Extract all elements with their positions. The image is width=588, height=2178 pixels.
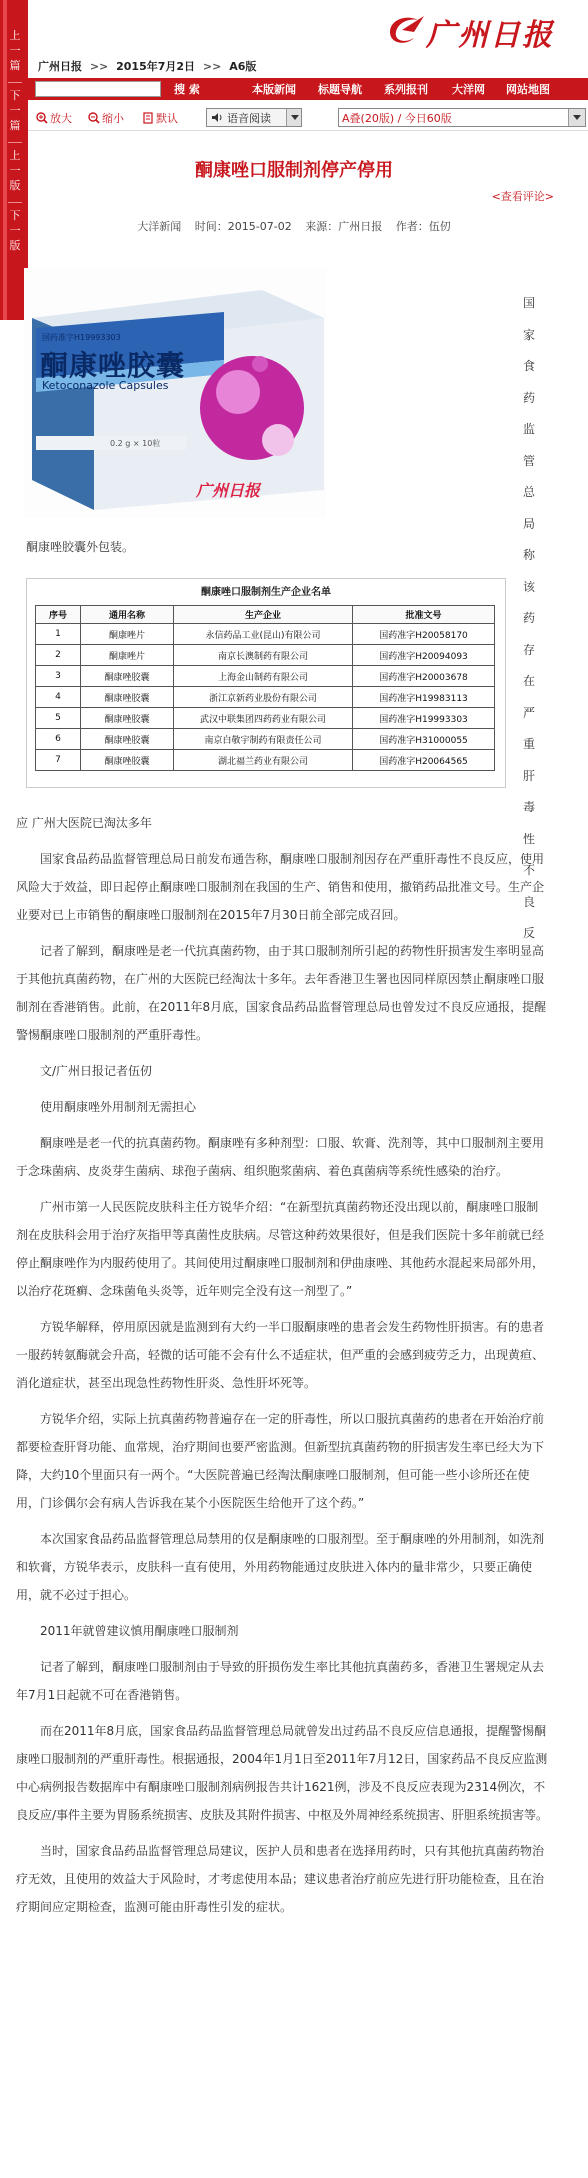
article-paragraph: 酮康唑是老一代的抗真菌药物。酮康唑有多种剂型：口服、软膏、洗剂等，其中口服制剂主要用于念珠菌病、皮炎芽生菌病、球孢子菌病、组织胞浆菌病、着色真菌病等系统性感染的治疗。 (16, 1136, 545, 1178)
article-paragraph: 国家食品药品监督管理总局日前发布通告称，酮康唑口服制剂因存在严重肝毒性不良反应，使用风险大于效益，即日起停止酮康唑口服制剂在我国的生产、销售和使用，撤销药品批准文号。生产企业要对已上市销售的酮康唑口服制剂在2015年7月30日前全部完成召回。 (16, 852, 545, 922)
product-spec: 0.2 g × 10粒 (110, 439, 161, 448)
table-cell: 酮康唑片 (81, 645, 174, 666)
product-approval: 国药准字H19993303 (42, 333, 121, 342)
table-cell: 3 (36, 666, 81, 687)
speaker-icon (211, 112, 223, 123)
article-subheading: 2011年就曾建议慎用酮康唑口服制剂 (40, 1624, 239, 1638)
side-char: 版 (9, 179, 21, 192)
side-prev-article[interactable] (8, 28, 22, 73)
side-char: 上 (9, 149, 21, 162)
article-paragraph: 记者了解到，酮康唑口服制剂由于导致的肝损伤发生率比其他抗真菌药多，香港卫生署规定从去年7月1日起就不可在香港销售。 (16, 1660, 545, 1702)
view-comments-link[interactable]: <查看评论> (491, 190, 554, 203)
side-divider (8, 142, 22, 143)
table-cell: 武汉中联集团四药药业有限公司 (174, 708, 353, 729)
table-cell: 国药准字H20064565 (353, 750, 495, 771)
header (28, 0, 588, 58)
vertical-char: 局 (522, 516, 535, 531)
article-paragraph: 广州市第一人民医院皮肤科主任方锐华介绍：“在新型抗真菌药物还没出现以前，酮康唑口服制剂在皮肤科会用于治疗灰指甲等真菌性皮肤病。尽管这种药效果很好，但是我们医院十多年前就已经停止酮康唑作为内服药使用了。其间使用过酮康唑口服制剂和伊曲康唑、其他药水混起来局部外用，以治疗花斑癣、念珠菌龟头炎等，近年则完全没有这一剂型了。” (16, 1200, 545, 1298)
article-paragraph: 而在2011年8月底，国家食品药品监督管理总局就曾发出过药品不良反应信息通报，提醒警惕酮康唑口服制剂的严重肝毒性。根据通报，2004年1月1日至2011年7月12日，国家药品不良反应监测中心病例报告数据库中有酮康唑口服制剂病例报告共计1621例，涉及不良反应表现为2314例次，不良反应/事件主要为胃肠系统损害、皮肤及其附件损害、中枢及外周神经系统损害、肝胆系统损害等。 (16, 1724, 549, 1822)
article-meta (0, 218, 588, 234)
manufacturer-table (35, 605, 495, 771)
side-next-article[interactable] (8, 88, 22, 133)
table-row (36, 645, 495, 666)
table-cell: 2 (36, 645, 81, 666)
breadcrumb-separator: >> (89, 60, 109, 73)
watermark-text: 广州日报 (196, 481, 261, 500)
nav-item-series[interactable]: 系列报刊 (384, 83, 428, 96)
table-cell: 国药准字H20094093 (353, 645, 495, 666)
article-paragraph: 记者了解到，酮康唑是老一代抗真菌药物，由于其口服制剂所引起的药物性肝损害发生率明显高于其他抗真菌药物，在广州的大医院已经淘汰十多年。去年香港卫生署也因同样原因禁止酮康唑口服制剂在香港销售。此前，在2011年8月底，国家食品药品监督管理总局也曾发过不良反应通报，提醒警惕酮康唑口服制剂的严重肝毒性。 (16, 944, 547, 1042)
product-photo (24, 268, 326, 518)
article-subheading: 使用酮康唑外用制剂无需担心 (40, 1100, 197, 1114)
table-cell: 1 (36, 624, 81, 645)
article-paragraph: 方锐华介绍，实际上抗真菌药物普遍存在一定的肝毒性，所以口服抗真菌药的患者在开始治疗前都要检查肝肾功能、血常规，治疗期间也要严密监测。但新型抗真菌药物的肝损害发生率已经大为下降，大约10个里面只有一两个。“大医院普遍已经淘汰酮康唑口服制剂，但可能一些小诊所还在使用，门诊偶尔会有病人告诉我在某个小医院医生给他开了这个药。” (16, 1412, 545, 1510)
side-char: 篇 (9, 59, 21, 72)
side-char: 下 (9, 209, 21, 222)
table-cell: 4 (36, 687, 81, 708)
chevron-down-icon (568, 109, 585, 126)
table-row (36, 729, 495, 750)
vertical-char: 性 (522, 831, 535, 846)
article-byline: 文/广州日报记者伍仞 (40, 1064, 153, 1078)
table-cell: 酮康唑胶囊 (81, 729, 174, 750)
vertical-char: 家 (522, 327, 535, 342)
vertical-char: 肝 (522, 768, 535, 783)
table-title: 酮康唑口服制剂生产企业名单 (201, 587, 331, 598)
table-cell: 国药准字H19993303 (353, 708, 495, 729)
search-input[interactable] (35, 81, 161, 97)
side-char: 上 (9, 29, 21, 42)
site-logo[interactable] (384, 6, 580, 54)
table-cell: 永信药品工业(昆山)有限公司 (174, 624, 353, 645)
breadcrumb-date[interactable]: 2015年7月2日 (116, 60, 196, 73)
logo-text: 广州日报 (426, 18, 554, 53)
table-cell: 国药准字H19983113 (353, 687, 495, 708)
article-paragraph: 方锐华解释，停用原因就是监测到有大约一半口服酮康唑的患者会发生药物性肝损害。有的患者一服药转氨酶就会升高，轻微的话可能不会有什么不适症状，但严重的会感到疲劳乏力，出现黄疸、消化道症状，甚至出现急性药物性肝炎、急性肝坏死等。 (16, 1320, 545, 1390)
vertical-char: 不 (522, 863, 535, 877)
image-caption: 酮康唑胶囊外包装。 (26, 540, 135, 554)
zoom-out-icon (88, 112, 100, 124)
edition-select-value: A叠(20版) / 今日60版 (342, 112, 452, 125)
vertical-char: 该 (522, 579, 535, 594)
side-char: 一 (9, 164, 21, 177)
side-char: 一 (9, 44, 21, 57)
vertical-char: 严 (522, 705, 535, 720)
side-divider (8, 202, 22, 203)
table-row (36, 750, 495, 771)
column-header: 序号 (36, 606, 81, 624)
chevron-down-icon (286, 109, 301, 126)
article-paragraph: 本次国家食品药品监督管理总局禁用的仅是酮康唑的口服剂型。至于酮康唑的外用制剂，如洗剂和软膏，方锐华表示，皮肤科一直有使用，外用药物能通过皮肤进入体内的量非常少，只要正确使用，就不必过于担心。 (16, 1532, 545, 1602)
table-cell: 浙江京新药业股份有限公司 (174, 687, 353, 708)
breadcrumb (38, 58, 260, 74)
table-header-row (36, 606, 495, 624)
zoom-in-icon (36, 112, 48, 124)
vertical-char: 良 (522, 894, 535, 909)
table-cell: 酮康唑胶囊 (81, 666, 174, 687)
vertical-char: 存 (522, 642, 535, 657)
table-cell: 湖北福兰药业有限公司 (174, 750, 353, 771)
table-cell: 5 (36, 708, 81, 729)
vertical-char: 监 (522, 422, 535, 436)
table-cell: 7 (36, 750, 81, 771)
edition-select[interactable] (338, 108, 586, 127)
breadcrumb-separator: >> (202, 60, 222, 73)
meta-time: 时间：2015-07-02 (194, 220, 292, 233)
breadcrumb-edition[interactable]: A6版 (229, 60, 257, 73)
table-row (36, 624, 495, 645)
meta-source-site: 大洋新闻 (137, 220, 182, 233)
table-cell: 酮康唑片 (81, 624, 174, 645)
article-paragraph: 当时，国家食品药品监督管理总局建议，医护人员和患者在选择用药时，只有其他抗真菌药物治疗无效，且使用的效益大于风险时，才考虑使用本品；建议患者治疗前应先进行肝功能检查，且在治疗期间应定期检查，监测可能由肝毒性引发的症状。 (16, 1844, 545, 1914)
vertical-char: 在 (522, 674, 535, 688)
meta-source: 来源：广州日报 (305, 220, 383, 233)
logo-swirl-icon (384, 12, 428, 48)
side-char: 版 (9, 239, 21, 252)
vertical-char: 药 (522, 390, 535, 405)
top-nav (28, 78, 588, 100)
product-name-cn: 酮康唑胶囊 (40, 349, 186, 382)
table-cell: 6 (36, 729, 81, 750)
zoom-in-label: 放大 (50, 112, 72, 125)
table-cell: 南京长澳制药有限公司 (174, 645, 353, 666)
table-row (36, 666, 495, 687)
default-size-label: 默认 (156, 112, 178, 125)
nav-item-page-news[interactable]: 本版新闻 (252, 83, 296, 96)
default-size-button[interactable] (142, 110, 178, 126)
vertical-char: 管 (522, 453, 535, 468)
zoom-in-button[interactable] (36, 110, 72, 126)
side-char: 篇 (9, 119, 21, 132)
nav-item-title-nav[interactable]: 标题导航 (318, 83, 362, 96)
article-body (16, 845, 550, 1929)
toolbar (28, 106, 588, 131)
table-row (36, 687, 495, 708)
table-cell: 酮康唑胶囊 (81, 708, 174, 729)
nav-item-sitemap[interactable]: 网站地图 (506, 83, 550, 96)
vertical-char: 称 (522, 548, 535, 562)
vertical-char: 药 (522, 611, 535, 625)
column-header: 批准文号 (353, 606, 495, 624)
side-char: 一 (9, 104, 21, 117)
product-name-en: Ketoconazole Capsules (42, 379, 169, 392)
zoom-out-label: 缩小 (102, 112, 124, 125)
nav-item-dayoo[interactable]: 大洋网 (452, 83, 485, 96)
table-cell: 酮康唑胶囊 (81, 687, 174, 708)
side-char: 下 (9, 89, 21, 102)
table-cell: 上海金山制药有限公司 (174, 666, 353, 687)
table-cell: 南京白敬宇制药有限责任公司 (174, 729, 353, 750)
vertical-char: 重 (522, 737, 535, 751)
article-lead: 应 广州大医院已淘汰多年 (16, 816, 152, 830)
product-box-illustration (24, 268, 326, 518)
column-header: 生产企业 (174, 606, 353, 624)
article-title: 酮康唑口服制剂停产停用 (195, 160, 393, 181)
table-cell: 酮康唑胶囊 (81, 750, 174, 771)
vertical-char: 总 (522, 485, 535, 499)
breadcrumb-paper[interactable]: 广州日报 (38, 60, 82, 73)
table-cell: 国药准字H20003678 (353, 666, 495, 687)
zoom-out-button[interactable] (88, 110, 124, 126)
side-char: 一 (9, 224, 21, 237)
search-button[interactable]: 搜 索 (174, 83, 200, 96)
vertical-char: 食 (522, 359, 535, 373)
table-cell: 国药准字H20058170 (353, 624, 495, 645)
side-divider (8, 82, 22, 83)
vertical-char: 国 (522, 296, 535, 310)
voice-read-select[interactable] (206, 108, 302, 127)
meta-author: 作者：伍仞 (395, 220, 451, 233)
manufacturer-table-image (26, 578, 506, 788)
column-header: 通用名称 (81, 606, 174, 624)
voice-read-label: 语音阅读 (227, 112, 271, 125)
table-row (36, 708, 495, 729)
vertical-char: 反 (522, 926, 535, 940)
page-icon (142, 112, 154, 124)
vertical-char: 毒 (522, 800, 535, 814)
table-cell: 国药准字H31000055 (353, 729, 495, 750)
